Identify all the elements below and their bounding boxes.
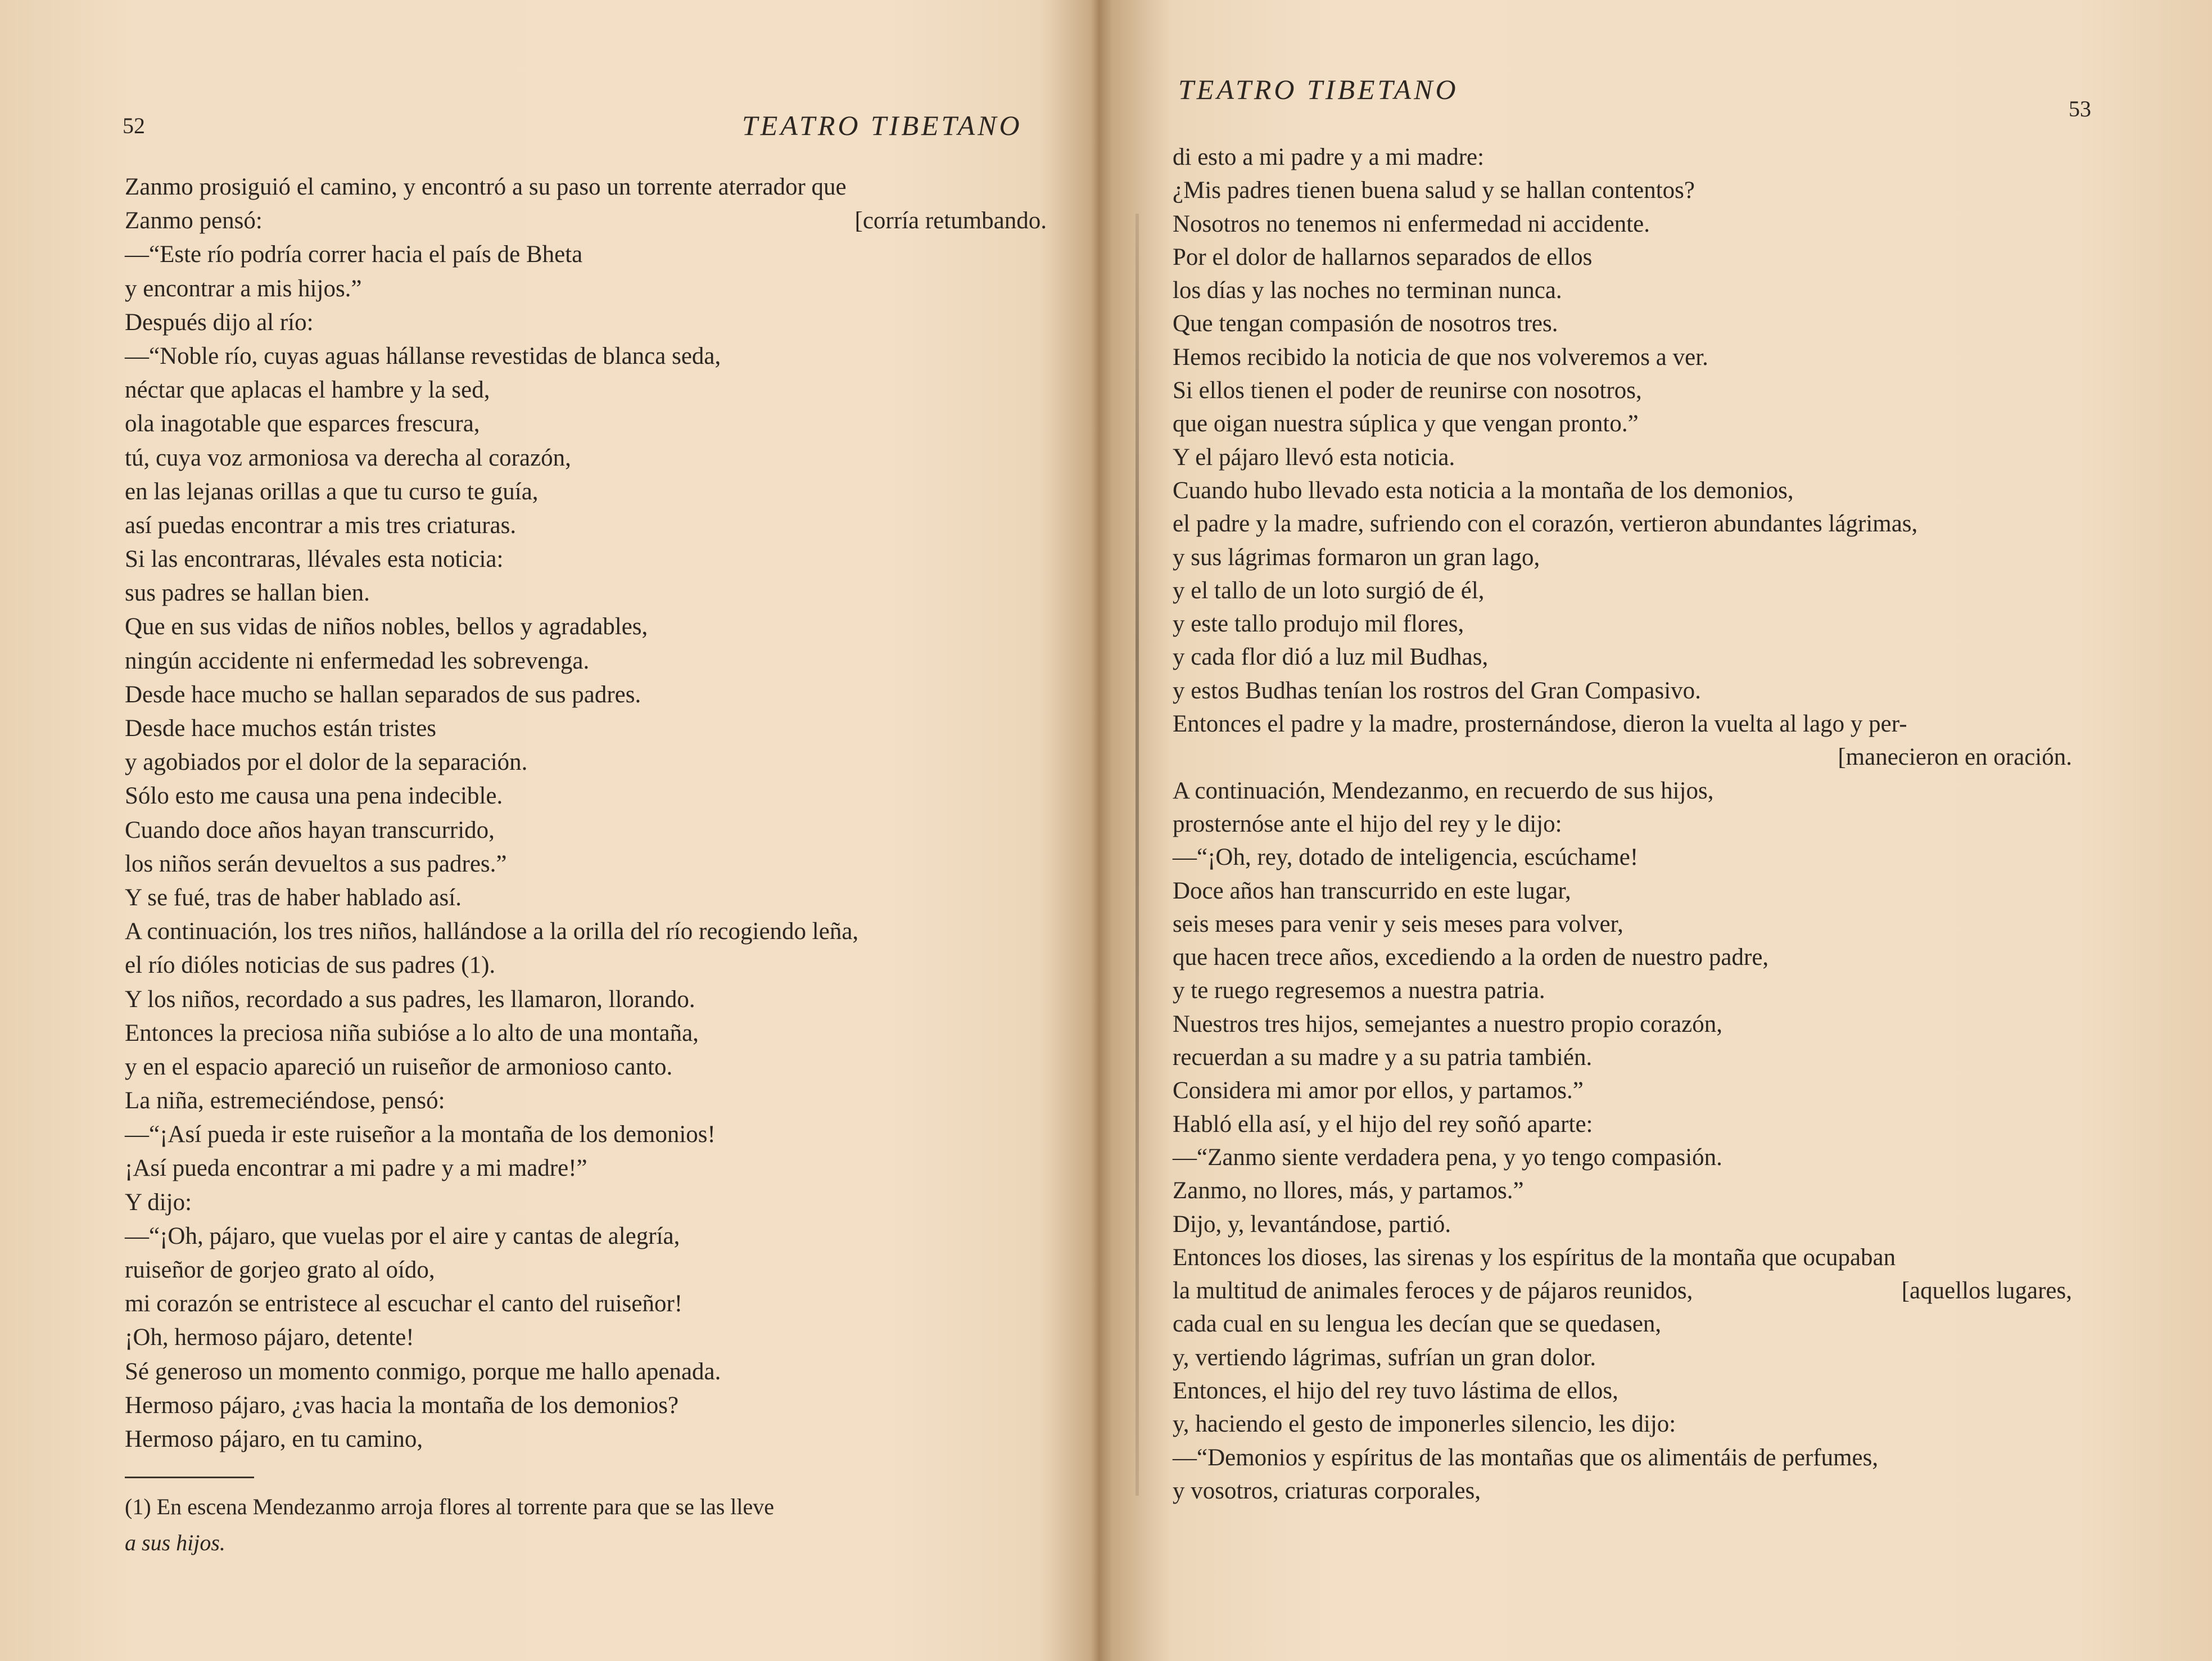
line-text: el río dióles noticias de sus padres (1).	[125, 952, 496, 979]
line-continuation: [corría retumbando.	[854, 207, 1047, 234]
line-text: y, vertiendo lágrimas, sufrían un gran dolor.	[1173, 1344, 1596, 1371]
line-text: —“¡Oh, pájaro, que vuelas por el aire y cantas de alegría,	[125, 1222, 680, 1249]
text-line	[1173, 1041, 2072, 1074]
line-text: Y el pájaro llevó esta noticia.	[1173, 444, 1455, 471]
line-text: prosternóse ante el hijo del rey y le dijo:	[1173, 810, 1562, 837]
text-line	[1173, 908, 2072, 941]
text-line	[1173, 974, 2072, 1007]
text-line	[1173, 741, 2072, 774]
line-text: Sólo esto me causa una pena indecible.	[125, 783, 503, 810]
text-line	[125, 1220, 1047, 1253]
line-text: Entonces los dioses, las sirenas y los espíritus de la montaña que ocupaban	[1173, 1244, 1896, 1271]
text-line	[1173, 574, 2072, 607]
line-text: en las lejanas orillas a que tu curso te guía,	[125, 478, 539, 505]
text-line	[1173, 241, 2072, 274]
line-text: Cuando doce años hayan transcurrido,	[125, 816, 495, 843]
text-line	[1173, 774, 2072, 807]
text-line	[1173, 174, 2072, 207]
text-line	[1173, 341, 2072, 374]
text-line	[125, 881, 1047, 915]
text-line	[125, 1321, 1047, 1355]
line-text: néctar que aplacas el hambre y la sed,	[125, 377, 490, 404]
text-line	[1173, 541, 2072, 574]
line-text: di esto a mi padre y a mi madre:	[1173, 144, 1485, 170]
line-text: Entonces la preciosa niña subióse a lo alto de una montaña,	[125, 1019, 699, 1046]
line-text: Hermoso pájaro, en tu camino,	[125, 1425, 423, 1452]
line-text: ¡Oh, hermoso pájaro, detente!	[125, 1324, 414, 1351]
line-text: A continuación, los tres niños, hallándose a la orilla del río recogiendo leña,	[125, 918, 859, 945]
line-text: Considera mi amor por ellos, y partamos.”	[1173, 1077, 1584, 1104]
text-line	[1173, 1008, 2072, 1041]
text-line	[125, 204, 1047, 238]
text-line	[1173, 374, 2072, 407]
line-text: ningún accidente ni enfermedad les sobrevenga.	[125, 647, 590, 674]
text-line	[125, 509, 1047, 543]
text-line	[1173, 1474, 2072, 1507]
text-line	[125, 475, 1047, 509]
line-text: Dijo, y, levantándose, partió.	[1173, 1211, 1451, 1238]
left-text-body	[125, 170, 1047, 1456]
text-line	[125, 407, 1047, 441]
text-line	[125, 746, 1047, 779]
line-text: Desde hace muchos están tristes	[125, 715, 437, 742]
line-text: —“Demonios y espíritus de las montañas que os alimentáis de perfumes,	[1173, 1444, 1879, 1471]
text-line	[125, 1050, 1047, 1084]
text-line	[1173, 1441, 2072, 1474]
text-line	[125, 1355, 1047, 1389]
text-line	[125, 576, 1047, 610]
line-text: y cada flor dió a luz mil Budhas,	[1173, 644, 1489, 671]
text-line	[1173, 1374, 2072, 1407]
text-line	[1173, 1208, 2072, 1241]
line-text: y este tallo produjo mil flores,	[1173, 611, 1464, 638]
line-text: Nosotros no tenemos ni enfermedad ni accidente.	[1173, 210, 1650, 237]
text-line	[125, 847, 1047, 881]
line-continuation: [manecieron en oración.	[1838, 744, 2072, 771]
text-line	[1173, 407, 2072, 440]
line-text: los niños serán devueltos a sus padres.”	[125, 850, 507, 877]
text-line	[1173, 1341, 2072, 1374]
line-text: Nuestros tres hijos, semejantes a nuestro propio corazón,	[1173, 1010, 1722, 1037]
line-text: así puedas encontrar a mis tres criaturas.	[125, 512, 517, 539]
line-text: tú, cuya voz armoniosa va derecha al corazón,	[125, 444, 571, 471]
text-line	[125, 170, 1047, 204]
text-line	[1173, 207, 2072, 241]
text-line	[125, 441, 1047, 475]
line-text: y estos Budhas tenían los rostros del Gran Compasivo.	[1173, 677, 1701, 704]
text-line	[1173, 274, 2072, 307]
line-text: ola inagotable que esparces frescura,	[125, 410, 480, 437]
text-line	[125, 238, 1047, 272]
line-text: y el tallo de un loto surgió de él,	[1173, 577, 1485, 604]
text-line	[1173, 607, 2072, 640]
line-continuation: [aquellos lugares,	[1901, 1278, 2072, 1305]
line-text: Y dijo:	[125, 1189, 192, 1216]
line-text: Y los niños, recordado a sus padres, les llamaron, llorando.	[125, 986, 695, 1013]
right-page	[1106, 0, 2212, 1661]
text-line	[125, 373, 1047, 407]
text-line	[125, 1389, 1047, 1423]
text-line	[1173, 807, 2072, 841]
text-line	[125, 915, 1047, 949]
line-text: Cuando hubo llevado esta noticia a la montaña de los demonios,	[1173, 477, 1794, 504]
text-line	[125, 272, 1047, 306]
line-text: la multitud de animales feroces y de pájaros reunidos,	[1173, 1278, 1693, 1305]
text-line	[1173, 874, 2072, 908]
line-text: Zanmo pensó:	[125, 207, 263, 234]
line-text: —“Este río podría correr hacia el país de Bheta	[125, 241, 583, 268]
text-line	[125, 610, 1047, 644]
text-line	[125, 1017, 1047, 1050]
right-text-body	[1173, 141, 2072, 1507]
line-text: el padre y la madre, sufriendo con el corazón, vertieron abundantes lágrimas,	[1173, 511, 1918, 538]
line-text: —“¡Así pueda ir este ruiseñor a la montaña de los demonios!	[125, 1121, 716, 1148]
text-line	[125, 1084, 1047, 1118]
text-line	[125, 1118, 1047, 1152]
line-text: La niña, estremeciéndose, pensó:	[125, 1087, 445, 1114]
line-text: Entonces el padre y la madre, prosternándose, dieron la vuelta al lago y per-	[1173, 711, 1907, 738]
line-text: y agobiados por el dolor de la separación.	[125, 749, 528, 776]
line-text: —“Noble río, cuyas aguas hállanse revestidas de blanca seda,	[125, 342, 721, 369]
text-line	[1173, 307, 2072, 340]
line-text: Zanmo, no llores, más, y partamos.”	[1173, 1177, 1524, 1204]
running-header: TEATRO TIBETANO	[1178, 74, 1459, 105]
text-line	[125, 1152, 1047, 1185]
line-text: Por el dolor de hallarnos separados de ellos	[1173, 243, 1593, 270]
line-text: Que tengan compasión de nosotros tres.	[1173, 310, 1558, 337]
text-line	[1173, 474, 2072, 507]
text-line	[125, 1253, 1047, 1287]
line-text: mi corazón se entristece al escuchar el canto del ruiseñor!	[125, 1290, 683, 1317]
text-line	[1173, 1274, 2072, 1307]
text-line	[1173, 1074, 2072, 1107]
line-text: Entonces, el hijo del rey tuvo lástima de ellos,	[1173, 1377, 1618, 1404]
line-text: ¡Así pueda encontrar a mi padre y a mi madre!”	[125, 1155, 587, 1182]
text-line	[125, 1287, 1047, 1321]
line-text: Hermoso pájaro, ¿vas hacia la montaña de los demonios?	[125, 1392, 679, 1419]
line-text: Si ellos tienen el poder de reunirse con nosotros,	[1173, 377, 1642, 404]
line-text: y sus lágrimas formaron un gran lago,	[1173, 544, 1540, 571]
text-line	[125, 306, 1047, 340]
line-text: —“¡Oh, rey, dotado de inteligencia, escúchame!	[1173, 844, 1639, 871]
line-text: Doce años han transcurrido en este lugar,	[1173, 877, 1571, 904]
text-line	[125, 1423, 1047, 1456]
line-text: Zanmo prosiguió el camino, y encontró a su paso un torrente aterrador que	[125, 174, 847, 200]
line-text: recuerdan a su madre y a su patria también.	[1173, 1044, 1593, 1071]
line-text: cada cual en su lengua les decían que se quedasen,	[1173, 1311, 1662, 1338]
line-text: Desde hace mucho se hallan separados de sus padres.	[125, 681, 641, 708]
text-line	[125, 949, 1047, 982]
text-line	[125, 543, 1047, 576]
page-number: 53	[2069, 96, 2091, 121]
line-text: Que en sus vidas de niños nobles, bellos y agradables,	[125, 613, 648, 640]
text-line	[125, 678, 1047, 712]
text-line	[1173, 1141, 2072, 1174]
text-line	[1173, 141, 2072, 174]
text-line	[1173, 1241, 2072, 1274]
line-text: A continuación, Mendezanmo, en recuerdo de sus hijos,	[1173, 777, 1714, 804]
line-text: y en el espacio apareció un ruiseñor de armonioso canto.	[125, 1053, 673, 1080]
line-text: Después dijo al río:	[125, 309, 314, 336]
line-text: que hacen trece años, excediendo a la orden de nuestro padre,	[1173, 944, 1769, 971]
text-line	[1173, 1307, 2072, 1340]
line-text: y, haciendo el gesto de imponerles silencio, les dijo:	[1173, 1411, 1676, 1438]
text-line	[1173, 1108, 2072, 1141]
text-line	[125, 644, 1047, 678]
line-text: ¿Mis padres tienen buena salud y se hallan contentos?	[1173, 177, 1695, 204]
text-line	[1173, 1174, 2072, 1207]
text-line	[1173, 707, 2072, 741]
line-text: Y se fué, tras de haber hablado así.	[125, 884, 462, 911]
line-text: Hemos recibido la noticia de que nos volveremos a ver.	[1173, 344, 1708, 371]
line-text: y vosotros, criaturas corporales,	[1173, 1477, 1481, 1504]
text-line	[125, 1186, 1047, 1220]
line-text: ruiseñor de gorjeo grato al oído,	[125, 1257, 435, 1283]
text-line	[1173, 941, 2072, 974]
text-line	[125, 712, 1047, 746]
line-text: Sé generoso un momento conmigo, porque me hallo apenada.	[125, 1358, 721, 1385]
page-number: 52	[123, 113, 145, 138]
text-line	[125, 340, 1047, 373]
text-line	[125, 814, 1047, 847]
line-text: que oigan nuestra súplica y que vengan pronto.”	[1173, 410, 1639, 437]
line-text: seis meses para venir y seis meses para volver,	[1173, 910, 1623, 937]
running-header: TEATRO TIBETANO	[742, 110, 1023, 141]
footnote-text-continued: a sus hijos.	[125, 1530, 225, 1555]
text-line	[1173, 640, 2072, 674]
line-text: Habló ella así, y el hijo del rey soñó aparte:	[1173, 1111, 1593, 1138]
line-text: —“Zanmo siente verdadera pena, y yo tengo compasión.	[1173, 1144, 1722, 1171]
text-line	[1173, 507, 2072, 540]
text-line	[1173, 674, 2072, 707]
text-line	[125, 779, 1047, 813]
left-page	[0, 0, 1102, 1661]
text-line	[1173, 1407, 2072, 1441]
line-text: sus padres se hallan bien.	[125, 580, 370, 607]
text-line	[1173, 441, 2072, 474]
footnote-rule	[125, 1477, 254, 1478]
line-text: Si las encontraras, llévales esta noticia:	[125, 546, 504, 573]
line-text: los días y las noches no terminan nunca.	[1173, 277, 1562, 304]
text-line	[125, 983, 1047, 1017]
line-text: y te ruego regresemos a nuestra patria.	[1173, 977, 1545, 1004]
line-text: y encontrar a mis hijos.”	[125, 275, 362, 302]
footnote-text: (1) En escena Mendezanmo arroja flores al torrente para que se las lleve	[125, 1494, 774, 1519]
text-line	[1173, 841, 2072, 874]
